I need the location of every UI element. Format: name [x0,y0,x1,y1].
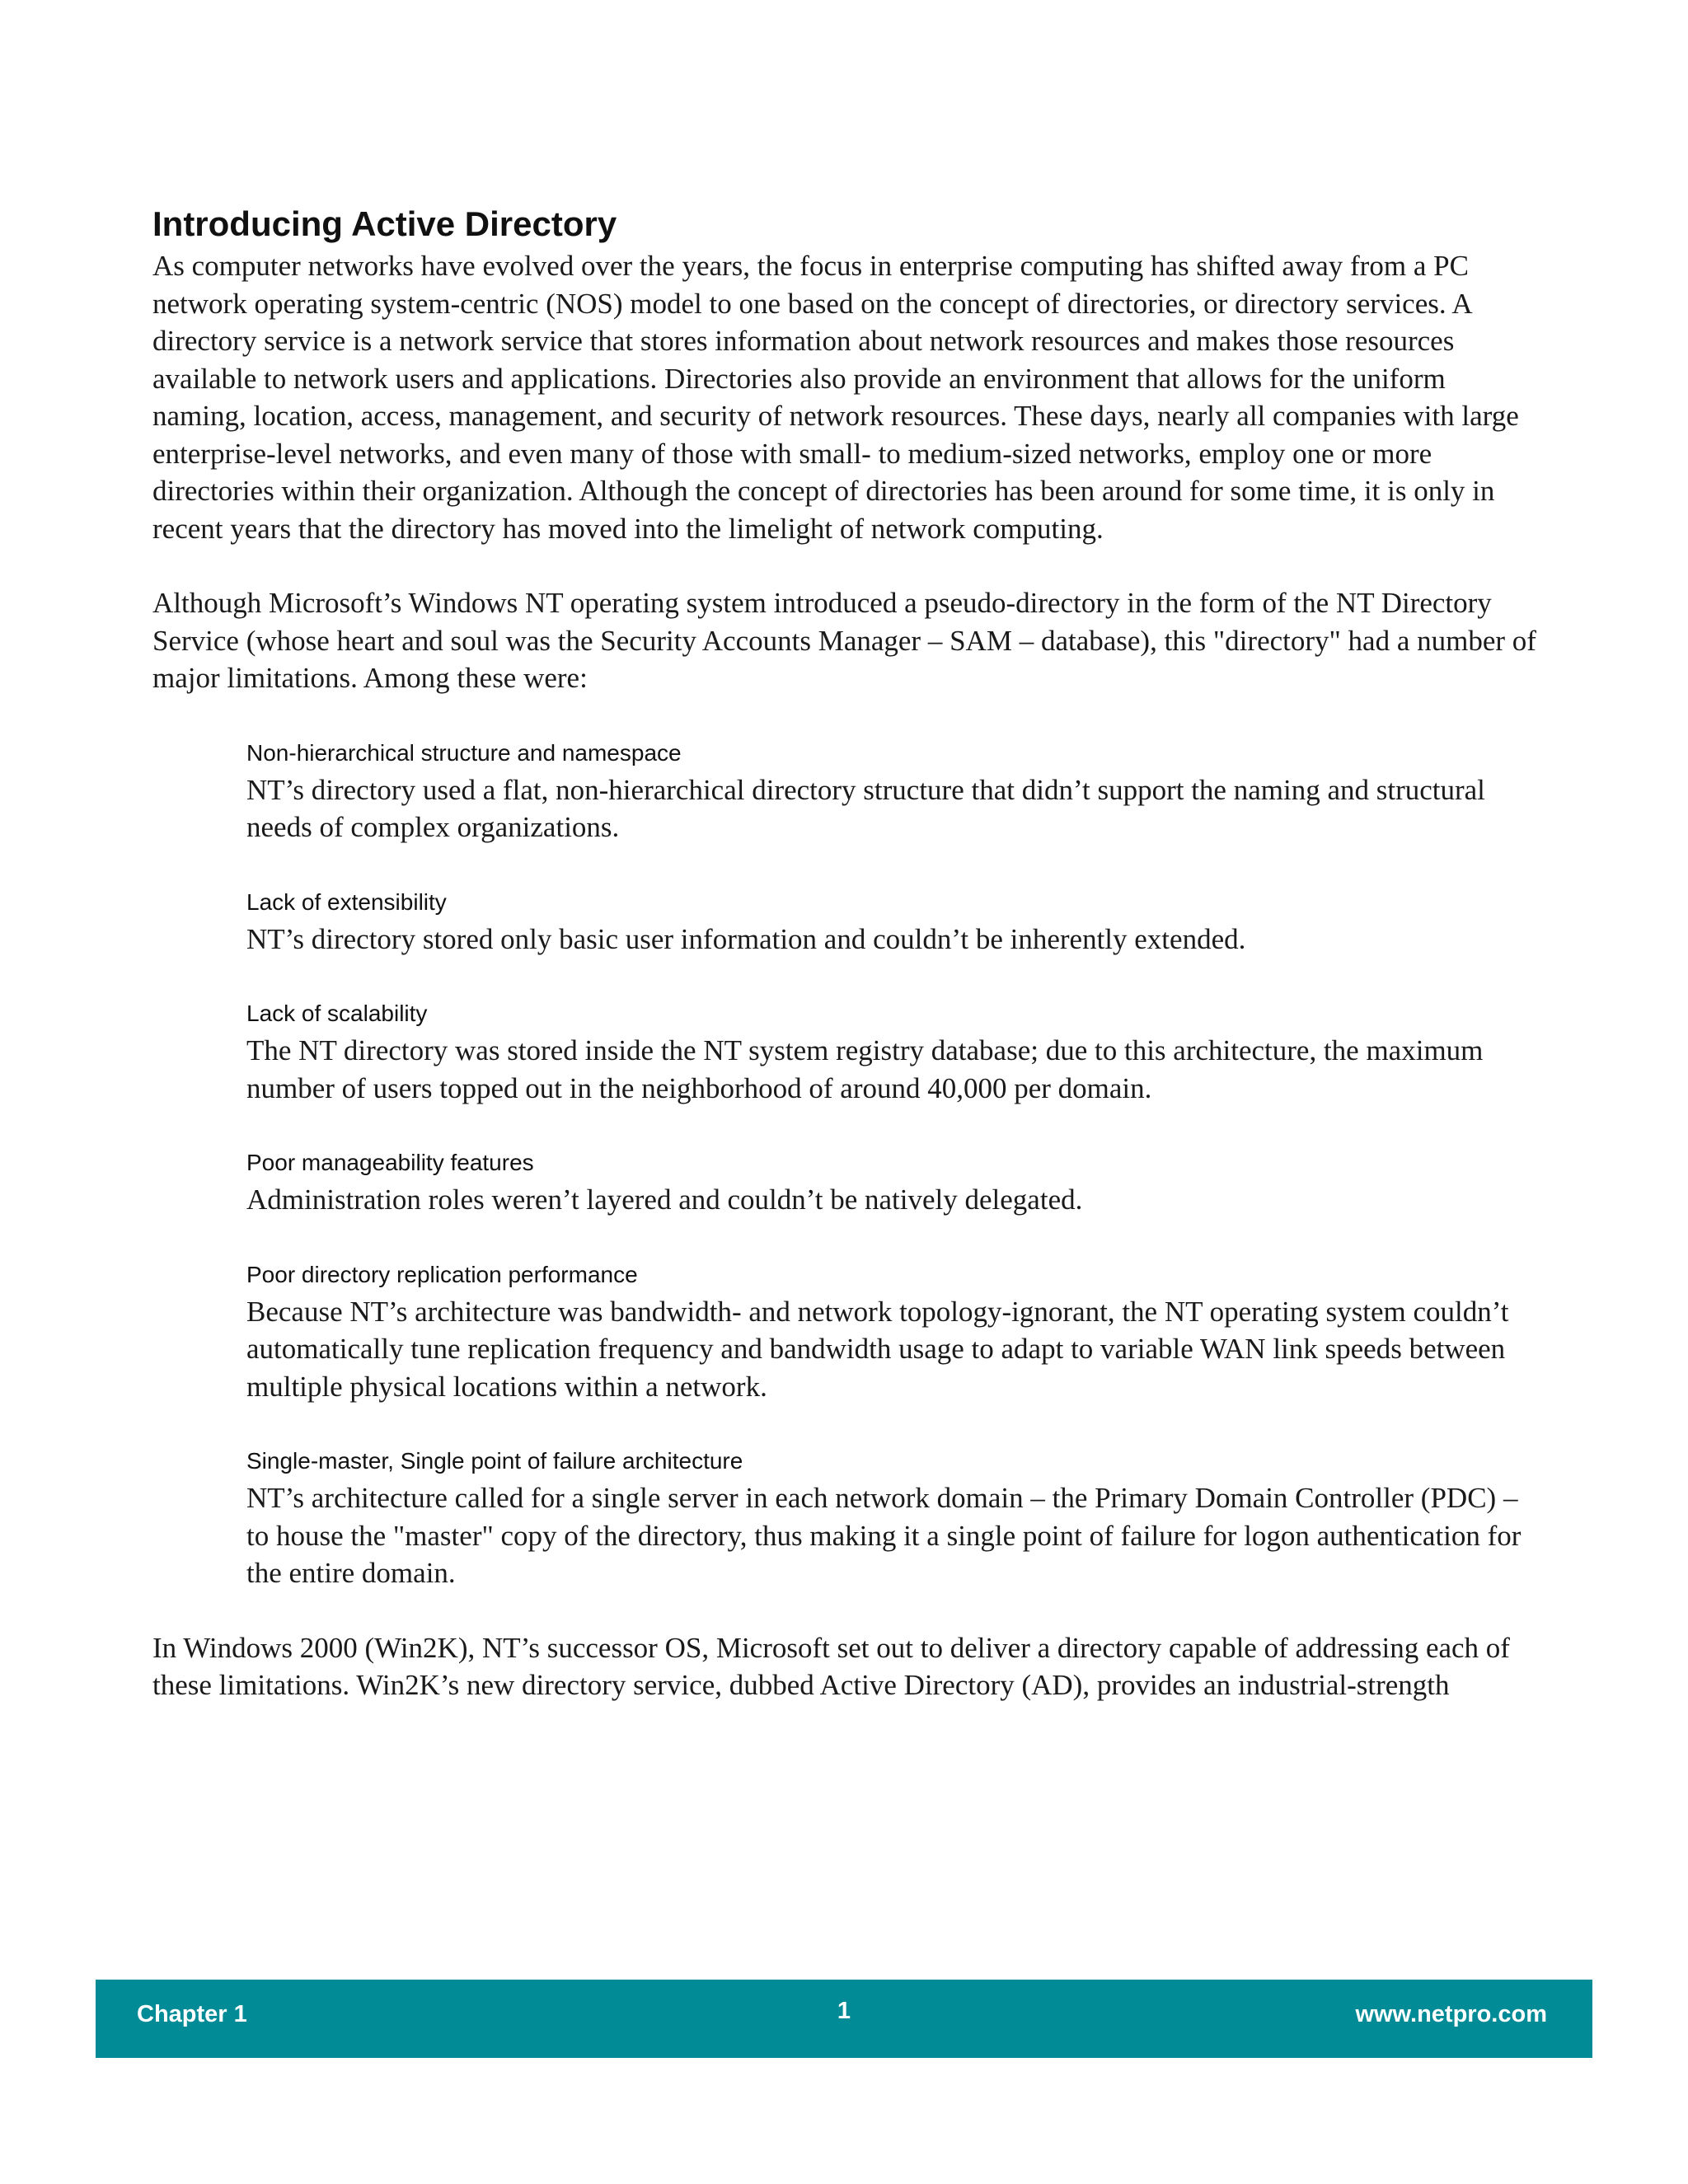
nt-directory-paragraph: Although Microsoft’s Windows NT operating system introduced a pseudo-directory in the form of the NT Directory Service (whose heart and soul was the Security Accounts Manager – SAM – database), this "directory" had a number of major limitations. Among these were: [152,587,1536,694]
limitation-item [246,734,1545,846]
page-title: Introducing Active Directory [152,204,617,243]
limitation-item [246,995,1545,1107]
limitation-text: Administration roles weren’t layered and couldn’t be natively delegated. [246,1183,1083,1216]
footer-website-link[interactable]: www.netpro.com [1355,2001,1547,2027]
limitation-heading: Single-master, Single point of failure architecture [246,1448,743,1474]
limitation-heading: Poor directory replication performance [246,1261,638,1287]
limitation-heading: Lack of scalability [246,1001,428,1026]
limitation-text: NT’s directory used a flat, non-hierarchical directory structure that didn’t support the naming and structural needs of complex organizations. [246,773,1485,843]
page-footer [96,1980,1592,2058]
limitation-item [246,1144,1545,1219]
limitation-item [246,1442,1545,1592]
footer-chapter: Chapter 1 [137,2001,247,2027]
limitation-heading: Non-hierarchical structure and namespace [246,739,682,766]
document-body [152,201,1545,1704]
limitation-text: NT’s architecture called for a single server in each network domain – the Primary Domain Controller (PDC) – to house the "master" copy of the directory, thus making it a single point of failure for logon authentication for the entire domain. [246,1482,1522,1589]
limitation-text: The NT directory was stored inside the NT system registry database; due to this architecture, the maximum number of users topped out in the neighborhood of around 40,000 per domain. [246,1034,1484,1104]
limitation-item [246,883,1545,958]
limitation-text: Because NT’s architecture was bandwidth- and network topology-ignorant, the NT operating system couldn’t automatically tune replication frequency and bandwidth usage to adapt to variable WAN link speeds between multiple physical locations within a network. [246,1295,1509,1403]
limitation-heading: Poor manageability features [246,1150,534,1175]
closing-paragraph: In Windows 2000 (Win2K), NT’s successor OS, Microsoft set out to deliver a directory capable of addressing each of these limitations. Win2K’s new directory service, dubbed Active Directory (AD), provides an industrial-strength [152,1631,1510,1701]
limitation-heading: Lack of extensibility [246,888,447,915]
limitation-text: NT’s directory stored only basic user information and couldn’t be inherently extended. [246,922,1246,955]
limitations-list [152,734,1545,1592]
footer-page-number: 1 [837,1998,851,2024]
limitation-item [246,1256,1545,1406]
intro-paragraph: As computer networks have evolved over the years, the focus in enterprise computing has shifted away from a PC network operating system-centric (NOS) model to one based on the concept of directories, or directory services. A directory service is a network service that stores information about network resources and makes those resources available to network users and applications. Directories also provide an environment that allows for the uniform naming, location, access, management, and security of network resources. These days, nearly all companies with large enterprise-level networks, and even many of those with small- to medium-sized networks, employ one or more directories within their organization. Although the concept of directories has been around for some time, it is only in recent years that the directory has moved into the limelight of network computing. [152,250,1519,545]
